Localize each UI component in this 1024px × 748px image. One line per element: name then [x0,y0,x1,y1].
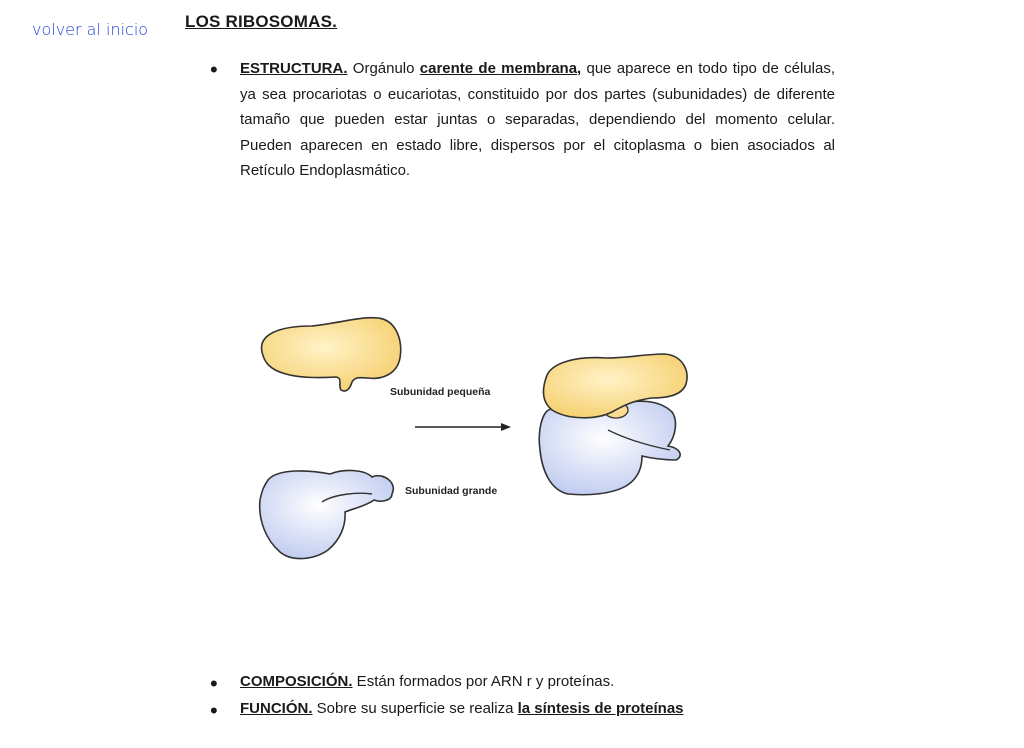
bullet-dot: • [210,57,218,82]
estructura-text-b: que aparece en todo tipo de células, ya sea procariotas o eucariotas, constituido por dos partes (subunidades) de diferente tamaño que pueden estar juntas o separadas, dependiendo del momento celular. Pueden aparecen en estado libre, dispersos por el citoplasma o bien asociados al Retículo Endoplasmático. [240,60,835,179]
estructura-heading: ESTRUCTURA. [240,60,348,77]
bullet-dot: • [210,698,218,723]
estructura-highlight: carente de membrana, [419,60,582,77]
composicion-line [240,672,614,692]
small-subunit-shape [262,318,401,391]
estructura-text-a: Orgánulo [347,60,420,77]
funcion-line [240,699,684,719]
bullet-dot: • [210,671,218,696]
funcion-heading: FUNCIÓN. [240,700,313,717]
large-subunit-shape [260,470,394,558]
label-large-subunit: Subunidad grande [405,485,498,497]
page-title: LOS RIBOSOMAS. [185,12,338,31]
composicion-text: Están formados por ARN r y proteínas. [352,673,615,690]
label-small-subunit: Subunidad pequeña [390,386,491,398]
funcion-text: Sobre su superficie se realiza [312,700,518,717]
funcion-highlight: la síntesis de proteínas [517,700,684,717]
back-to-start-link[interactable]: volver al inicio [32,20,149,39]
composicion-heading: COMPOSICIÓN. [240,673,353,690]
arrow-head [501,423,511,431]
